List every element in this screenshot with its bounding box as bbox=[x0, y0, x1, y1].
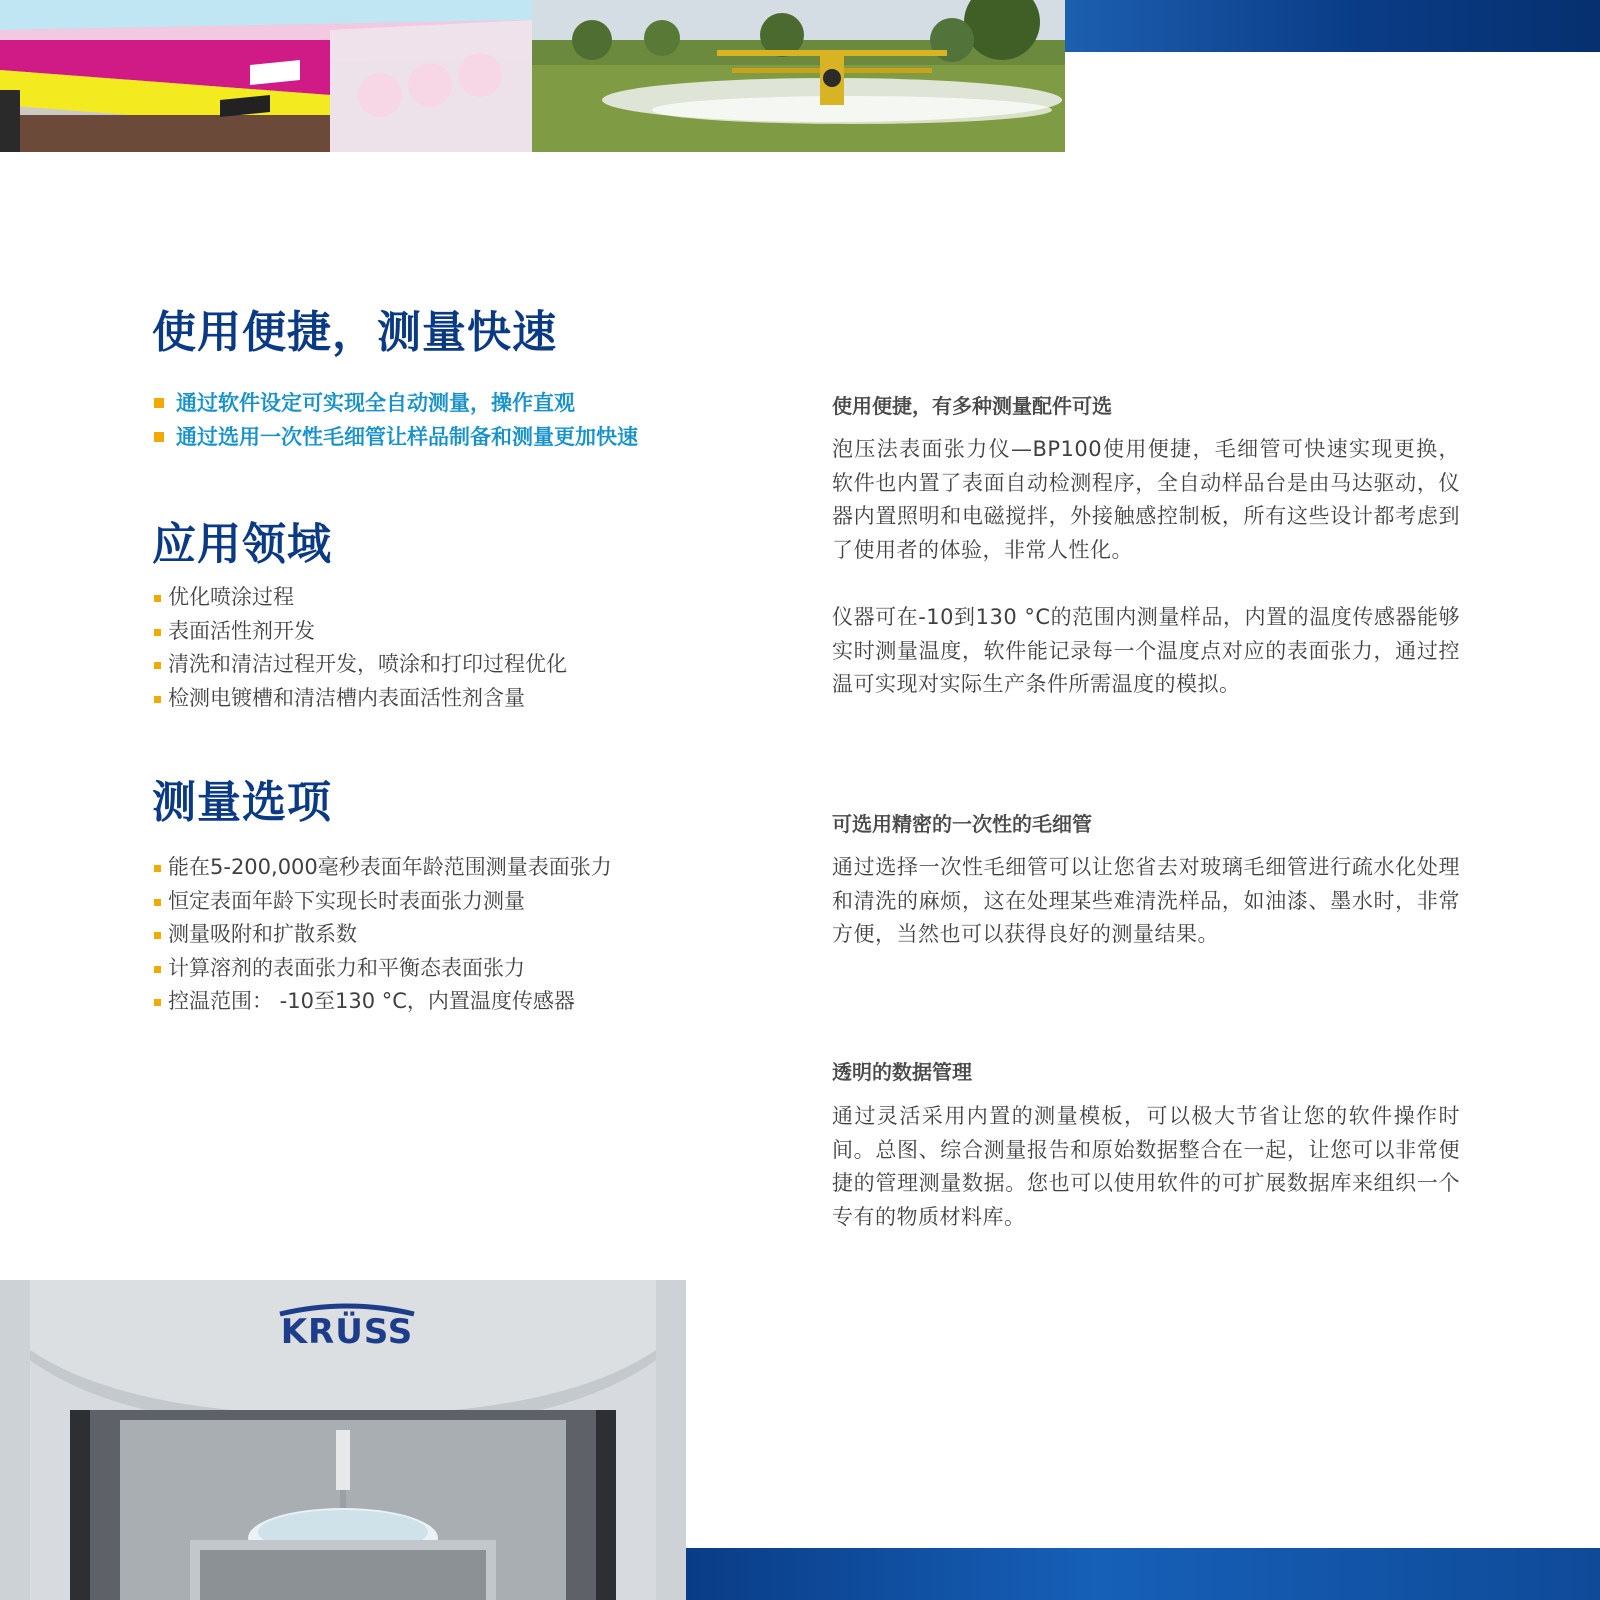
options-list bbox=[152, 851, 612, 1019]
highlight-item: 通过选用一次性毛细管让样品制备和测量更加快速 bbox=[152, 420, 638, 454]
bottom-brand-bar bbox=[686, 1548, 1600, 1600]
highlight-item: 通过软件设定可实现全自动测量，操作直观 bbox=[152, 386, 638, 420]
option-item: 计算溶剂的表面张力和平衡态表面张力 bbox=[152, 952, 612, 986]
section-title-applications: 应用领域 bbox=[152, 519, 332, 570]
applications-list bbox=[152, 581, 567, 715]
option-item: 恒定表面年龄下实现长时表面张力测量 bbox=[152, 885, 612, 919]
option-item: 能在5-200,000毫秒表面年龄范围测量表面张力 bbox=[152, 851, 612, 885]
section-title-ease-of-use: 使用便捷，测量快速 bbox=[152, 307, 557, 358]
subhead-accessories: 使用便捷，有多种测量配件可选 bbox=[832, 394, 1112, 418]
highlight-list bbox=[152, 386, 638, 454]
section-title-measurement-options: 测量选项 bbox=[152, 777, 332, 828]
application-item: 优化喷涂过程 bbox=[152, 581, 567, 615]
subhead-data-management: 透明的数据管理 bbox=[832, 1060, 972, 1084]
option-item: 控温范围： -10至130 °C，内置温度传感器 bbox=[152, 985, 612, 1019]
option-item: 测量吸附和扩散系数 bbox=[152, 918, 612, 952]
paragraph-data-management: 通过灵活采用内置的测量模板，可以极大节省让您的软件操作时间。总图、综合测量报告和原始数据整合在一起，让您可以非常便捷的管理测量数据。您也可以使用软件的可扩展数据库来组织一个专有的物质材料库。 bbox=[832, 1104, 1460, 1229]
krus-logo bbox=[272, 1302, 422, 1352]
application-item: 清洗和清洁过程开发，喷涂和打印过程优化 bbox=[152, 648, 567, 682]
device-brand-logo: KRÜSS bbox=[280, 1312, 414, 1352]
application-item: 检测电镀槽和清洁槽内表面活性剂含量 bbox=[152, 682, 567, 716]
crop-duster-illustration bbox=[532, 0, 1065, 152]
paragraph-disposable-capillaries: 通过选择一次性毛细管可以让您省去对玻璃毛细管进行疏水化处理和清洗的麻烦，这在处理某些难清洗样品，如油漆、墨水时，非常方便，当然也可以获得良好的测量结果。 bbox=[832, 855, 1460, 946]
tensiometer-device-photo bbox=[0, 1280, 686, 1600]
paragraph-temperature-range: 仪器可在-10到130 °C的范围内测量样品，内置的温度传感器能够实时测量温度，软件能记录每一个温度点对应的表面张力，通过控温可实现对实际生产条件所需温度的模拟。 bbox=[832, 605, 1460, 696]
ink-cartridges-illustration bbox=[0, 0, 532, 152]
crop-duster-airplane-photo bbox=[532, 0, 1065, 152]
ink-cartridges-photo bbox=[0, 0, 532, 152]
paragraph-ease-of-use: 泡压法表面张力仪—BP100使用便捷，毛细管可快速实现更换，软件也内置了表面自动检测程序，全自动样品台是由马达驱动，仪器内置照明和电磁搅拌，外接触感控制板，所有这些设计都考虑到了使用者的体验，非常人性化。 bbox=[832, 437, 1460, 562]
application-item: 表面活性剂开发 bbox=[152, 615, 567, 649]
top-brand-bar bbox=[1065, 0, 1600, 52]
subhead-disposable-capillaries: 可选用精密的一次性的毛细管 bbox=[832, 812, 1092, 836]
